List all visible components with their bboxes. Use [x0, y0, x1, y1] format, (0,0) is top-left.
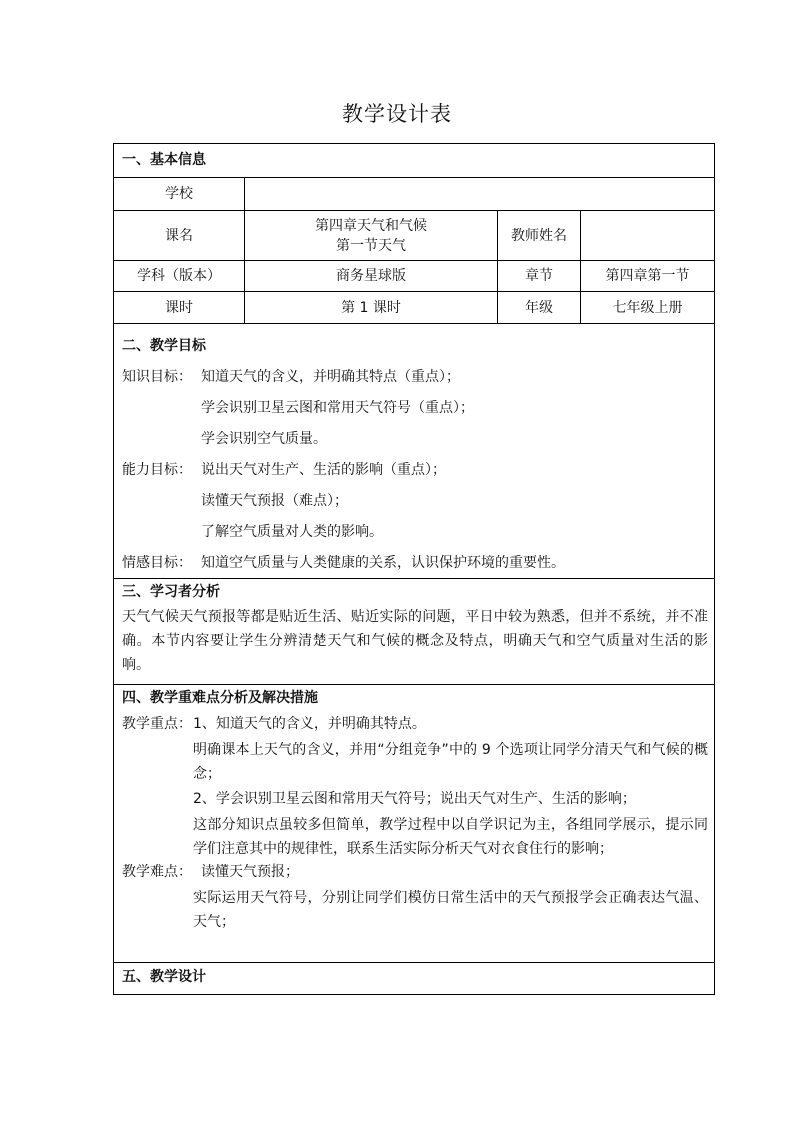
key-point-detail: 这部分知识点虽较多但简单，教学过程中以自学识记为主，各组同学展示，提示同学们注意其中的规律性，联系生活实际分析天气对衣食住行的影响；: [193, 817, 708, 857]
period-value: 第 1 课时: [341, 299, 401, 316]
knowledge-item: 学会识别空气质量。: [201, 431, 327, 447]
key-point-detail: 明确课本上天气的含义，并用“分组竞争”中的 9 个选项让同学分清天气和气候的概念；: [193, 742, 708, 782]
period-label: 课时: [165, 299, 193, 316]
subject-label: 学科（版本）: [137, 268, 221, 284]
section-heading-teaching-design: 五、教学设计: [122, 969, 206, 985]
chapter-value: 第四章第一节: [605, 268, 690, 284]
ability-item: 了解空气质量对人类的影响。: [201, 524, 383, 540]
ability-label: 能力目标：: [122, 462, 192, 478]
grade-value: 七年级上册: [612, 299, 683, 316]
section-heading-objectives: 二、教学目标: [122, 338, 206, 354]
key-points-label: 教学重点：: [122, 716, 192, 732]
school-value: [245, 178, 714, 210]
ability-item: 读懂天气预报（难点）；: [201, 493, 348, 509]
page-title: 教学设计表: [342, 102, 452, 126]
chapter-label: 章节: [525, 268, 553, 284]
section-heading-basic-info: 一、基本信息: [122, 152, 206, 168]
course-value: [245, 211, 497, 260]
key-point: 2、学会识别卫星云图和常用天气符号；说出天气对生产、生活的影响；: [193, 791, 636, 807]
row-divider: [113, 323, 715, 324]
knowledge-label: 知识目标：: [122, 369, 192, 385]
emotion-label: 情感目标：: [122, 555, 192, 571]
course-line-1: 第四章天气和气候: [315, 217, 427, 234]
school-label: 学校: [165, 186, 193, 202]
teacher-label: 教师姓名: [511, 227, 567, 244]
difficult-points-label: 教学难点：: [122, 864, 192, 880]
emotion-item: 知道空气质量与人类健康的关系，认识保护环境的重要性。: [201, 555, 565, 571]
subject-value: 商务星球版: [336, 268, 406, 284]
knowledge-item: 知道天气的含义，并明确其特点（重点）；: [201, 369, 460, 385]
row-divider: [113, 684, 715, 685]
course-label: 课名: [165, 227, 193, 244]
grade-label: 年级: [525, 299, 553, 316]
course-line-2: 第一节天气: [336, 237, 406, 254]
knowledge-item: 学会识别卫星云图和常用天气符号（重点）；: [201, 400, 474, 416]
section-heading-learner-analysis: 三、学习者分析: [122, 584, 220, 600]
difficult-point-detail: 实际运用天气符号，分别让同学们模仿日常生活中的天气预报学会正确表达气温、天气；: [193, 890, 708, 930]
learner-analysis-text: 天气气候天气预报等都是贴近生活、贴近实际的问题，平日中较为熟悉，但并不系统，并不准确。本节内容要让学生分辨清楚天气和气候的概念及特点，明确天气和空气质量对生活的影响。: [122, 609, 708, 673]
ability-item: 说出天气对生产、生活的影响（重点）；: [201, 462, 446, 478]
row-divider: [113, 962, 715, 963]
section-heading-key-difficult: 四、教学重难点分析及解决措施: [122, 690, 318, 706]
teacher-value: [581, 211, 714, 260]
difficult-point: 读懂天气预报；: [201, 864, 299, 880]
key-point: 1、知道天气的含义，并明确其特点。: [193, 716, 426, 732]
row-divider: [113, 578, 715, 579]
